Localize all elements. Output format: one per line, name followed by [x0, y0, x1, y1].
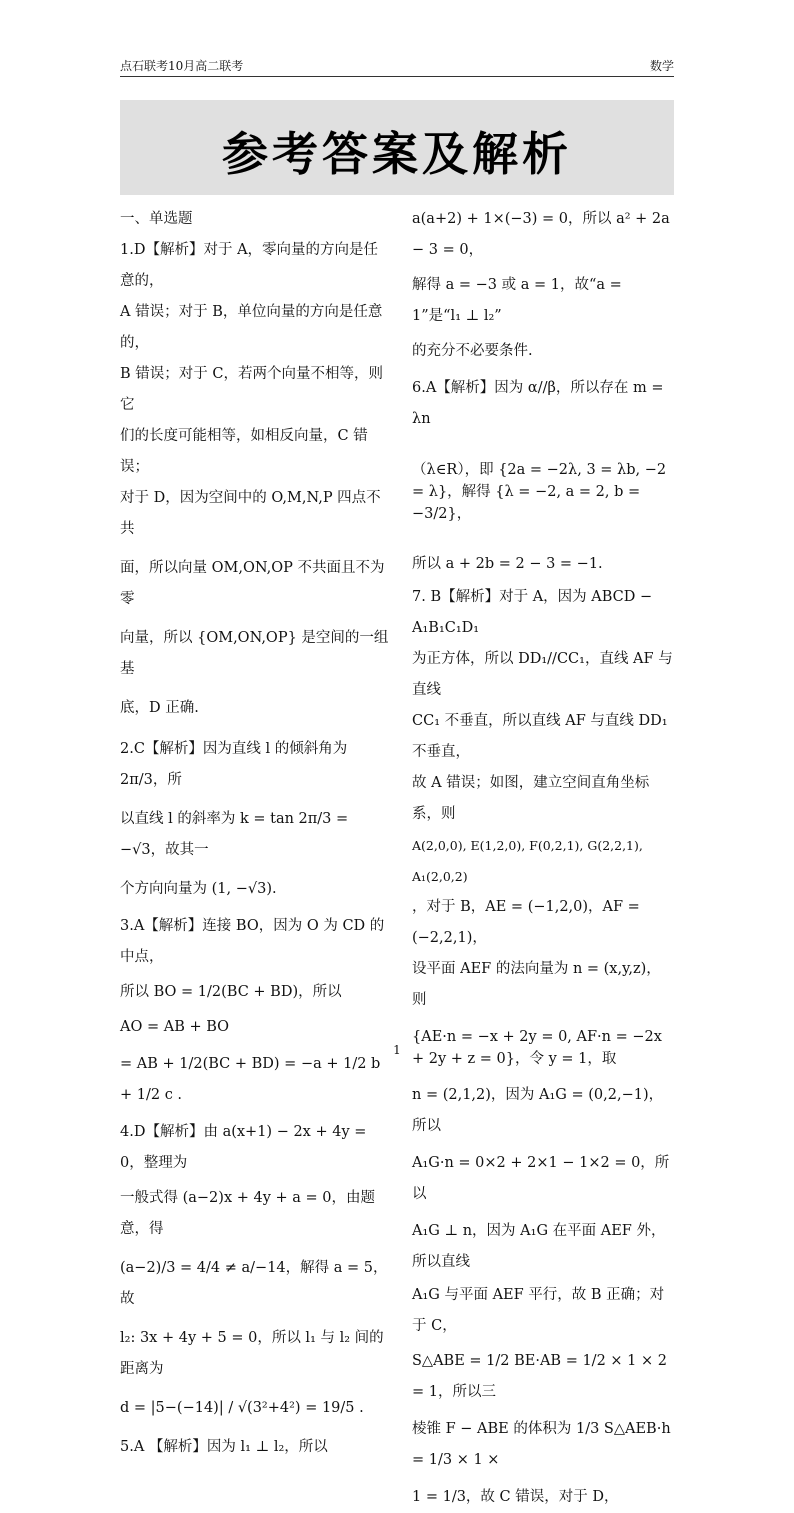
answer-line: A 错误；对于 B，单位向量的方向是任意的， — [120, 304, 383, 351]
header-exam-name: 点石联考10月高二联考 — [120, 59, 244, 73]
answer-line: 所以 a + 2b = 2 − 3 = −1. — [412, 556, 603, 572]
right-column — [412, 204, 674, 1513]
answer-line: 4.D【解析】由 a(x+1) − 2x + 4y = 0，整理为 — [120, 1124, 367, 1171]
page-header — [120, 55, 674, 77]
answer-line: 1 = 1/3，故 C 错误，对于 D， — [412, 1489, 619, 1505]
answer-line: A(2,0,0), E(1,2,0), F(0,2,1), G(2,2,1), A₁(2,0,2) — [412, 838, 643, 884]
answer-line: A₁G 与平面 AEF 平行，故 B 正确；对于 C， — [412, 1287, 665, 1334]
answer-line: = AB + 1/2(BC + BD) = −a + 1/2 b + 1/2 c . — [120, 1056, 381, 1103]
answer-line: 7. B【解析】对于 A，因为 ABCD − A₁B₁C₁D₁ — [412, 589, 653, 636]
answer-line: n = (2,1,2)，因为 A₁G = (0,2,−1)，所以 — [412, 1087, 664, 1134]
answer-line: l₂: 3x + 4y + 5 = 0，所以 l₁ 与 l₂ 间的距离为 — [120, 1330, 384, 1377]
answer-line: {AE·n = −x + 2y = 0, AF·n = −2x + 2y + z = 0}，令 y = 1，取 — [412, 1029, 662, 1067]
answer-line: 为正方体，所以 DD₁//CC₁，直线 AF 与直线 — [412, 651, 673, 698]
left-column — [120, 204, 390, 1463]
answer-line: d = |5−(−14)| / √(3²+4²) = 19/5 . — [120, 1400, 364, 1416]
answer-line: 一般式得 (a−2)x + 4y + a = 0，由题意，得 — [120, 1190, 376, 1237]
answer-line: 的充分不必要条件. — [412, 343, 533, 359]
answer-line: 2.C【解析】因为直线 l 的倾斜角为 2π/3，所 — [120, 741, 348, 788]
answer-line: A₁G·n = 0×2 + 2×1 − 1×2 = 0，所以 — [412, 1155, 670, 1202]
answer-line: 解得 a = −3 或 a = 1，故“a = 1”是“l₁ ⊥ l₂” — [412, 277, 622, 324]
answer-line: 6.A【解析】因为 α//β，所以存在 m = λn — [412, 380, 664, 427]
answer-line: 面，所以向量 OM,ON,OP 不共面且不为零 — [120, 560, 385, 607]
answer-line: 5.A 【解析】因为 l₁ ⊥ l₂，所以 — [120, 1439, 328, 1455]
answer-line: 设平面 AEF 的法向量为 n = (x,y,z)，则 — [412, 961, 661, 1008]
answer-line: 所以 BO = 1/2(BC + BD)，所以 — [120, 984, 342, 1000]
answer-line: 棱锥 F − ABE 的体积为 1/3 S△AEB·h = 1/3 × 1 × — [412, 1421, 671, 1468]
answer-line: 故 A 错误；如图，建立空间直角坐标系，则 — [412, 775, 650, 822]
answer-line: ，对于 B，AE = (−1,2,0)，AF = (−2,2,1)， — [412, 899, 640, 946]
answer-line: 3.A【解析】连接 BO，因为 O 为 CD 的中点， — [120, 918, 385, 965]
answer-line: a(a+2) + 1×(−3) = 0，所以 a² + 2a − 3 = 0， — [412, 211, 670, 258]
answer-line: (a−2)/3 = 4/4 ≠ a/−14，解得 a = 5，故 — [120, 1260, 388, 1307]
title-banner — [120, 100, 674, 195]
answer-line: AO = AB + BO — [120, 1019, 230, 1035]
answer-line: B 错误；对于 C，若两个向量不相等，则它 — [120, 366, 383, 413]
answer-line: 们的长度可能相等，如相反向量，C 错误； — [120, 428, 368, 475]
answer-line: 1.D【解析】对于 A，零向量的方向是任意的， — [120, 242, 379, 289]
answer-line: S△ABE = 1/2 BE·AB = 1/2 × 1 × 2 = 1，所以三 — [412, 1353, 667, 1400]
answer-line: A₁G ⊥ n，因为 A₁G 在平面 AEF 外，所以直线 — [412, 1223, 666, 1270]
answer-line: 对于 D，因为空间中的 O,M,N,P 四点不共 — [120, 490, 381, 537]
answer-line: 个方向向量为 (1, −√3). — [120, 881, 277, 897]
section-heading: 一、单选题 — [120, 211, 193, 227]
page-number: 1 — [393, 1043, 401, 1057]
answer-line: 底，D 正确. — [120, 700, 199, 716]
answer-line: 向量，所以 {OM,ON,OP} 是空间的一组基 — [120, 630, 389, 677]
header-subject: 数学 — [649, 59, 674, 73]
page-title: 参考答案及解析 — [222, 127, 572, 181]
answer-line: （λ∈R），即 {2a = −2λ, 3 = λb, −2 = λ}，解得 {λ = −2, a = 2, b = −3/2}， — [412, 462, 667, 522]
answer-line: 以直线 l 的斜率为 k = tan 2π/3 = −√3，故其一 — [120, 811, 349, 858]
answer-line: CC₁ 不垂直，所以直线 AF 与直线 DD₁ 不垂直， — [412, 713, 668, 760]
